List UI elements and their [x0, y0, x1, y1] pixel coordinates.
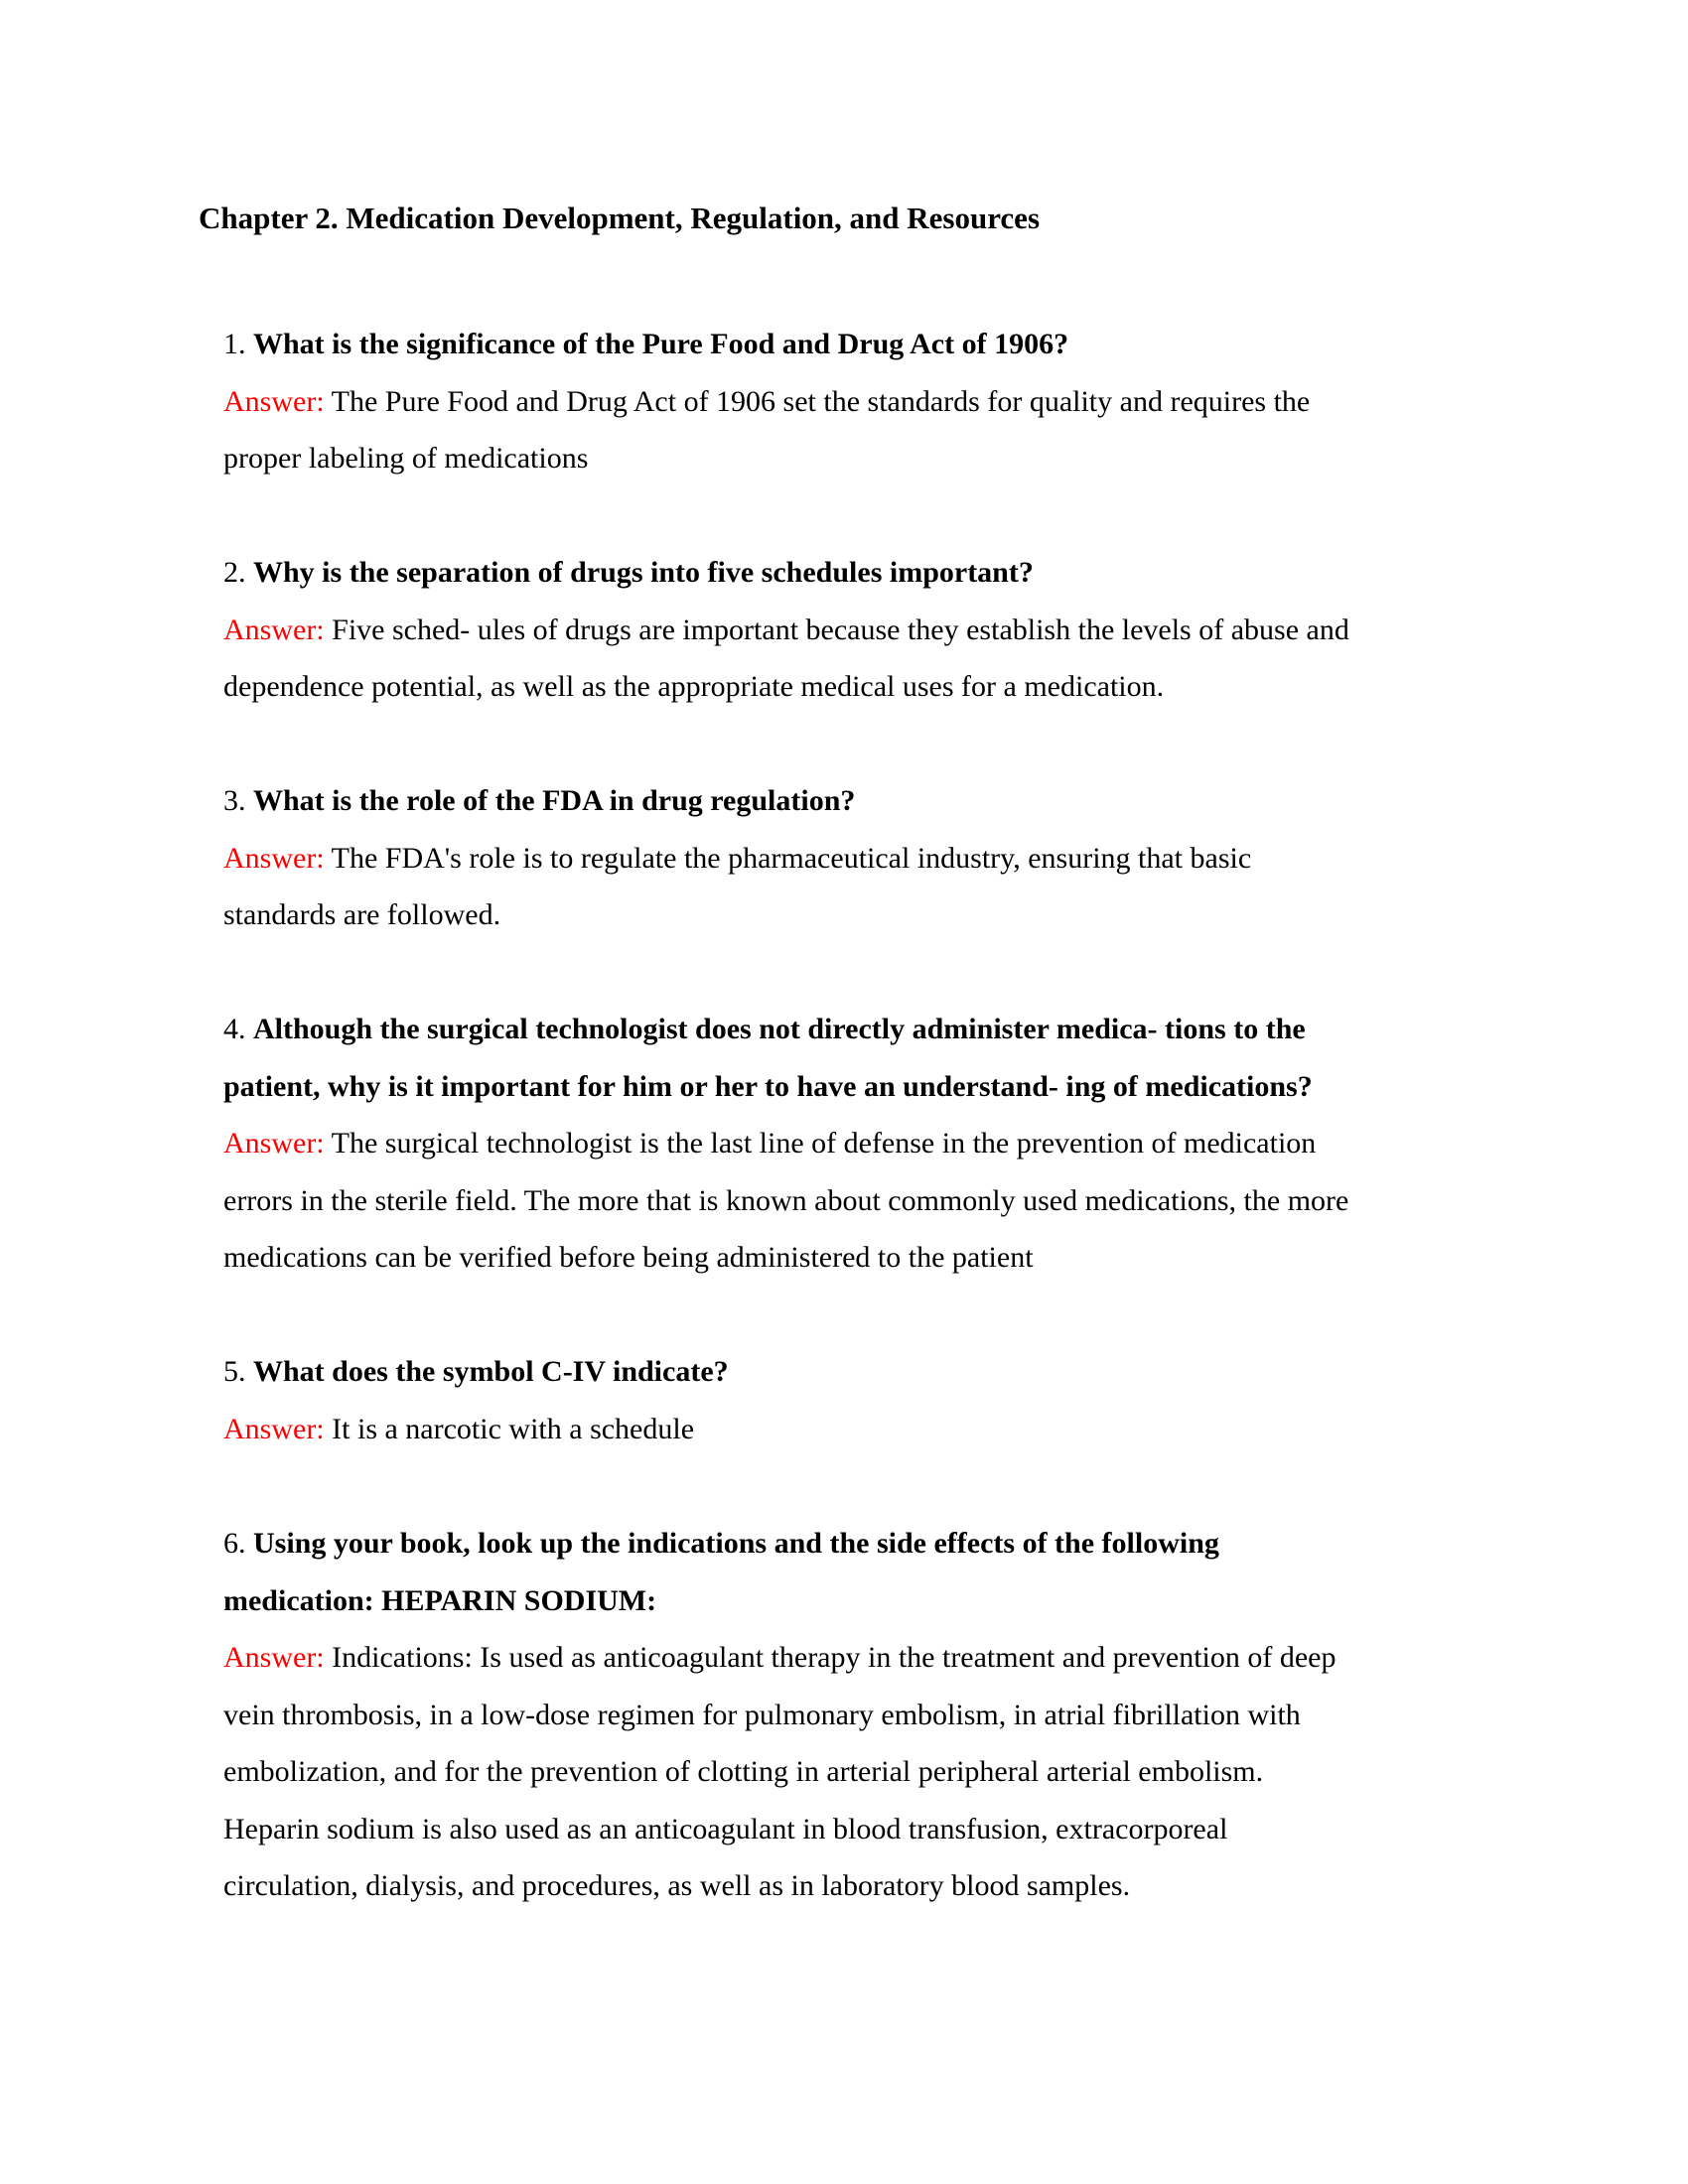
question-text: What is the significance of the Pure Food and Drug Act of 1906? [253, 328, 1069, 360]
question-number: 6. [223, 1527, 246, 1560]
answer-3-line-1 [223, 830, 1514, 887]
question-text: Although the surgical technologist does not directly administer medica- tions to the [253, 1013, 1306, 1045]
answer-2-line-2: dependence potential, as well as the appropriate medical uses for a medication. [223, 670, 1165, 703]
question-text: What is the role of the FDA in drug regulation? [253, 784, 856, 817]
chapter-title: Chapter 2. Medication Development, Regulation, and Resources [199, 201, 1041, 235]
answer-4-line-3: medications can be verified before being administered to the patient [223, 1241, 1034, 1274]
question-4-line-2: patient, why is it important for him or her to have an understand- ing of medications? [223, 1069, 1313, 1103]
answer-1-line-2: proper labeling of medications [223, 442, 589, 475]
question-number: 3. [223, 784, 246, 817]
answer-label: Answer: [223, 1412, 325, 1445]
qa-item-5 [223, 1343, 1514, 1457]
answer-text: Five sched- ules of drugs are important because they establish the levels of abuse and [332, 613, 1349, 646]
question-6-line-1 [223, 1515, 1514, 1572]
answer-text: It is a narcotic with a schedule [332, 1412, 695, 1445]
answer-text: Indications: Is used as anticoagulant therapy in the treatment and prevention of deep [332, 1641, 1336, 1674]
qa-item-1 [223, 316, 1514, 487]
question-text: Why is the separation of drugs into five schedules important? [253, 556, 1034, 589]
answer-6-line-5: circulation, dialysis, and procedures, as well as in laboratory blood samples. [223, 1869, 1131, 1902]
answer-2-line-1 [223, 602, 1514, 659]
question-1 [223, 316, 1514, 373]
answer-label: Answer: [223, 1127, 325, 1160]
answer-label: Answer: [223, 841, 325, 875]
answer-label: Answer: [223, 1641, 325, 1674]
question-3 [223, 772, 1514, 830]
answer-5-line-1 [223, 1401, 1514, 1458]
answer-3-line-2: standards are followed. [223, 898, 501, 931]
question-number: 5. [223, 1355, 246, 1388]
question-number: 2. [223, 556, 246, 589]
answer-text: The surgical technologist is the last line of defense in the prevention of medication [331, 1127, 1317, 1160]
qa-item-2 [223, 544, 1514, 716]
qa-item-3 [223, 772, 1514, 944]
answer-6-line-1 [223, 1629, 1514, 1687]
answer-4-line-2: errors in the sterile field. The more that is known about commonly used medications, the more [223, 1183, 1349, 1217]
answer-label: Answer: [223, 384, 325, 418]
qa-item-4 [223, 1001, 1514, 1287]
question-number: 1. [223, 328, 246, 360]
answer-1-line-1 [223, 373, 1514, 431]
answer-4-line-1 [223, 1115, 1514, 1172]
answer-6-line-2: vein thrombosis, in a low-dose regimen for pulmonary embolism, in atrial fibrillation with [223, 1698, 1301, 1731]
question-5 [223, 1343, 1514, 1401]
answer-6-line-3: embolization, and for the prevention of clotting in arterial peripheral arterial embolism. [223, 1755, 1264, 1788]
answer-text: The FDA's role is to regulate the pharmaceutical industry, ensuring that basic [331, 841, 1252, 875]
question-number: 4. [223, 1013, 246, 1045]
answer-6-line-4: Heparin sodium is also used as an anticoagulant in blood transfusion, extracorporeal [223, 1812, 1228, 1845]
question-text: What does the symbol C-IV indicate? [253, 1355, 729, 1388]
question-2 [223, 544, 1514, 602]
question-6-line-2: medication: HEPARIN SODIUM: [223, 1583, 657, 1617]
qa-item-6 [223, 1515, 1514, 1915]
question-4-line-1 [223, 1001, 1514, 1058]
answer-text: The Pure Food and Drug Act of 1906 set the standards for quality and requires the [331, 384, 1311, 418]
answer-label: Answer: [223, 613, 325, 646]
question-text: Using your book, look up the indications and the side effects of the following [253, 1527, 1219, 1560]
